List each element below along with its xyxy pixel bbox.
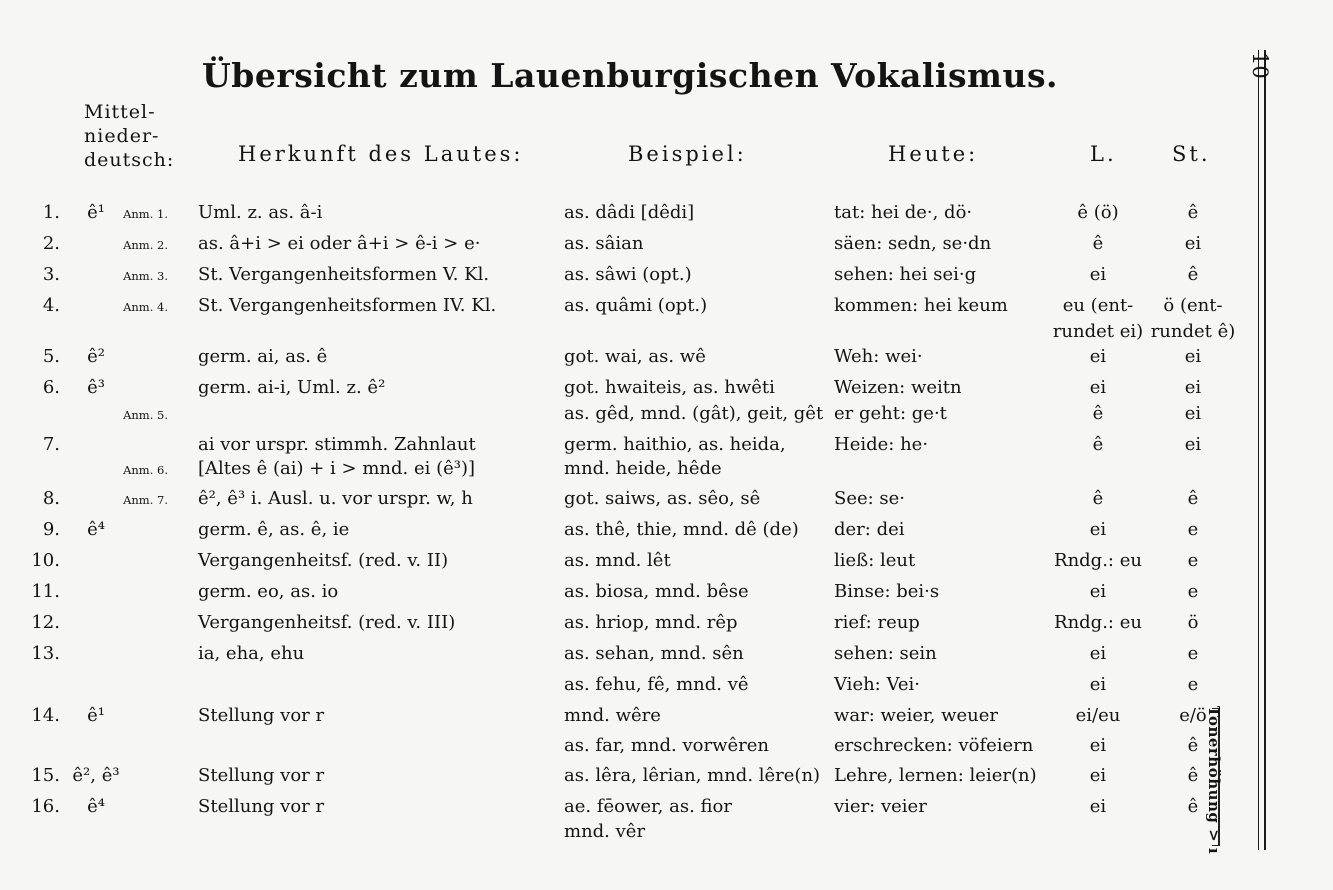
cell-st: rundet ê): [1150, 321, 1236, 342]
cell-heute: Heide: he·: [834, 434, 929, 455]
cell-beisp: mnd. vêr: [564, 821, 646, 842]
cell-heute: der: dei: [834, 519, 905, 540]
cell-num: 12.: [31, 612, 60, 633]
cell-num: 14.: [31, 705, 60, 726]
page-title: Übersicht zum Lauenburgischen Vokalismus.: [201, 56, 1059, 95]
cell-beisp: mnd. heide, hêde: [564, 458, 722, 479]
cell-heute: sehen: hei sei·g: [834, 264, 977, 285]
cell-herk: germ. ê, as. ê, ie: [198, 519, 350, 540]
cell-herk: St. Vergangenheitsformen V. Kl.: [198, 264, 490, 285]
cell-beisp: germ. haithio, as. heida,: [564, 434, 786, 455]
header-beispiel: Beispiel:: [628, 142, 747, 166]
cell-heute: Weh: wei·: [834, 346, 923, 367]
header-mnd-line-1: Mittel-: [84, 101, 156, 123]
right-rule-outer: [1264, 50, 1266, 850]
cell-beisp: got. saiws, as. sêo, sê: [564, 488, 761, 509]
cell-st: ê: [1187, 488, 1199, 509]
cell-num: 6.: [42, 377, 60, 398]
cell-l: eu (ent-: [1062, 295, 1134, 316]
cell-herk: germ. ai-i, Uml. z. ê²: [198, 377, 386, 398]
cell-num: 4.: [42, 295, 60, 316]
cell-heute: Vieh: Vei·: [834, 674, 920, 695]
cell-beisp: as. quâmi (opt.): [564, 295, 708, 316]
cell-st: ei: [1184, 377, 1202, 398]
cell-l: ei: [1089, 643, 1107, 664]
cell-l: rundet ei): [1052, 321, 1144, 342]
cell-beisp: as. mnd. lêt: [564, 550, 671, 571]
cell-heute: kommen: hei keum: [834, 295, 1008, 316]
header-heute: Heute:: [888, 142, 979, 166]
cell-herk: Stellung vor r: [198, 705, 325, 726]
cell-beisp: as. thê, thie, mnd. dê (de): [564, 519, 799, 540]
cell-l: Rndg.: eu: [1054, 550, 1142, 571]
cell-anm: Anm. 3.: [123, 269, 168, 283]
cell-l: ê: [1092, 434, 1104, 455]
cell-beisp: as. gêd, mnd. (gât), geit, gêt: [564, 403, 824, 424]
cell-num: 8.: [42, 488, 60, 509]
cell-beisp: got. hwaiteis, as. hwêti: [564, 377, 775, 398]
cell-herk: [Altes ê (ai) + i > mnd. ei (ê³)]: [198, 458, 476, 479]
cell-herk: Uml. z. as. â-i: [198, 202, 323, 223]
right-rule-inner: [1258, 50, 1259, 850]
cell-l: ei/eu: [1075, 705, 1121, 726]
cell-st: ei: [1184, 346, 1202, 367]
cell-heute: tat: hei de·, dö·: [834, 202, 973, 223]
cell-l: ei: [1089, 735, 1107, 756]
cell-l: ei: [1089, 674, 1107, 695]
cell-mnd: ê², ê³: [72, 765, 120, 786]
cell-mnd: ê⁴: [87, 796, 105, 817]
cell-heute: er geht: ge·t: [834, 403, 947, 424]
cell-l: ei: [1089, 264, 1107, 285]
cell-herk: ê², ê³ i. Ausl. u. vor urspr. w, h: [198, 488, 473, 509]
cell-l: ê (ö): [1077, 202, 1119, 223]
cell-anm: Anm. 1.: [123, 207, 168, 221]
cell-herk: ai vor urspr. stimmh. Zahnlaut: [198, 434, 476, 455]
cell-anm: Anm. 5.: [123, 408, 168, 422]
cell-herk: St. Vergangenheitsformen IV. Kl.: [198, 295, 497, 316]
cell-anm: Anm. 2.: [123, 238, 168, 252]
cell-beisp: as. sâwi (opt.): [564, 264, 692, 285]
cell-herk: Stellung vor r: [198, 765, 325, 786]
header-mnd-line-2: nieder-: [84, 125, 160, 147]
cell-beisp: as. hriop, mnd. rêp: [564, 612, 738, 633]
cell-l: ê: [1092, 488, 1104, 509]
cell-num: 3.: [42, 264, 60, 285]
cell-st: e: [1187, 643, 1199, 664]
cell-herk: germ. ai, as. ê: [198, 346, 328, 367]
cell-beisp: got. wai, as. wê: [564, 346, 706, 367]
cell-heute: See: se·: [834, 488, 906, 509]
cell-num: 13.: [31, 643, 60, 664]
cell-st: ê: [1187, 796, 1199, 817]
header-herkunft: Herkunft des Lautes:: [238, 142, 524, 166]
cell-st: ei: [1184, 233, 1202, 254]
cell-heute: Binse: bei·s: [834, 581, 940, 602]
cell-num: 2.: [42, 233, 60, 254]
cell-heute: Weizen: weitn: [834, 377, 962, 398]
cell-l: ei: [1089, 519, 1107, 540]
cell-beisp: as. fehu, fê, mnd. vê: [564, 674, 749, 695]
header-l: L.: [1090, 142, 1117, 166]
cell-st: e: [1187, 550, 1199, 571]
cell-l: ei: [1089, 377, 1107, 398]
cell-beisp: ae. fēower, as. fior: [564, 796, 732, 817]
cell-herk: Vergangenheitsf. (red. v. II): [198, 550, 449, 571]
cell-mnd: ê²: [87, 346, 105, 367]
cell-l: ê: [1092, 403, 1104, 424]
cell-heute: vier: veier: [834, 796, 927, 817]
cell-heute: rief: reup: [834, 612, 920, 633]
cell-herk: germ. eo, as. io: [198, 581, 339, 602]
cell-heute: ließ: leut: [834, 550, 916, 571]
cell-l: ei: [1089, 796, 1107, 817]
cell-mnd: ê³: [87, 377, 105, 398]
header-mittelniederdeutsch: [84, 100, 174, 172]
cell-beisp: mnd. wêre: [564, 705, 661, 726]
cell-mnd: ê¹: [87, 202, 105, 223]
cell-num: 7.: [42, 434, 60, 455]
cell-heute: war: weier, weuer: [834, 705, 998, 726]
cell-st: ei: [1184, 434, 1202, 455]
cell-st: e: [1187, 581, 1199, 602]
cell-num: 5.: [42, 346, 60, 367]
cell-st: e/ö: [1179, 705, 1207, 726]
cell-st: ö (ent-: [1163, 295, 1223, 316]
cell-st: e: [1187, 519, 1199, 540]
cell-st: ê: [1187, 765, 1199, 786]
cell-l: ei: [1089, 346, 1107, 367]
cell-st: e: [1187, 674, 1199, 695]
cell-l: ei: [1089, 581, 1107, 602]
cell-l: ei: [1089, 765, 1107, 786]
cell-num: 1.: [42, 202, 60, 223]
side-label-tonerhoehung: Tonerhöhung > ı: [1205, 706, 1223, 855]
cell-num: 16.: [31, 796, 60, 817]
cell-beisp: as. far, mnd. vorwêren: [564, 735, 770, 756]
cell-heute: Lehre, lernen: leier(n): [834, 765, 1037, 786]
cell-beisp: as. lêra, lêrian, mnd. lêre(n): [564, 765, 821, 786]
cell-num: 15.: [31, 765, 60, 786]
cell-heute: säen: sedn, se·dn: [834, 233, 992, 254]
page-number: 10: [1248, 52, 1272, 79]
cell-st: ê: [1187, 202, 1199, 223]
cell-st: ö: [1187, 612, 1199, 633]
cell-herk: ia, eha, ehu: [198, 643, 305, 664]
cell-mnd: ê¹: [87, 705, 105, 726]
cell-l: ê: [1092, 233, 1104, 254]
cell-st: ê: [1187, 264, 1199, 285]
cell-mnd: ê⁴: [87, 519, 105, 540]
cell-num: 10.: [31, 550, 60, 571]
cell-anm: Anm. 4.: [123, 300, 168, 314]
cell-l: Rndg.: eu: [1054, 612, 1142, 633]
cell-beisp: as. biosa, mnd. bêse: [564, 581, 749, 602]
cell-st: ê: [1187, 735, 1199, 756]
cell-herk: Vergangenheitsf. (red. v. III): [198, 612, 456, 633]
cell-num: 9.: [42, 519, 60, 540]
header-st: St.: [1172, 142, 1211, 166]
cell-anm: Anm. 6.: [123, 463, 168, 477]
cell-num: 11.: [31, 581, 60, 602]
cell-beisp: as. dâdi [dêdi]: [564, 202, 695, 223]
cell-herk: as. â+i > ei oder â+i > ê-i > e·: [198, 233, 481, 254]
cell-anm: Anm. 7.: [123, 493, 168, 507]
cell-st: ei: [1184, 403, 1202, 424]
cell-herk: Stellung vor r: [198, 796, 325, 817]
cell-beisp: as. sâian: [564, 233, 644, 254]
cell-heute: sehen: sein: [834, 643, 937, 664]
cell-heute: erschrecken: vöfeiern: [834, 735, 1034, 756]
cell-beisp: as. sehan, mnd. sên: [564, 643, 744, 664]
header-mnd-line-3: deutsch:: [84, 149, 175, 171]
